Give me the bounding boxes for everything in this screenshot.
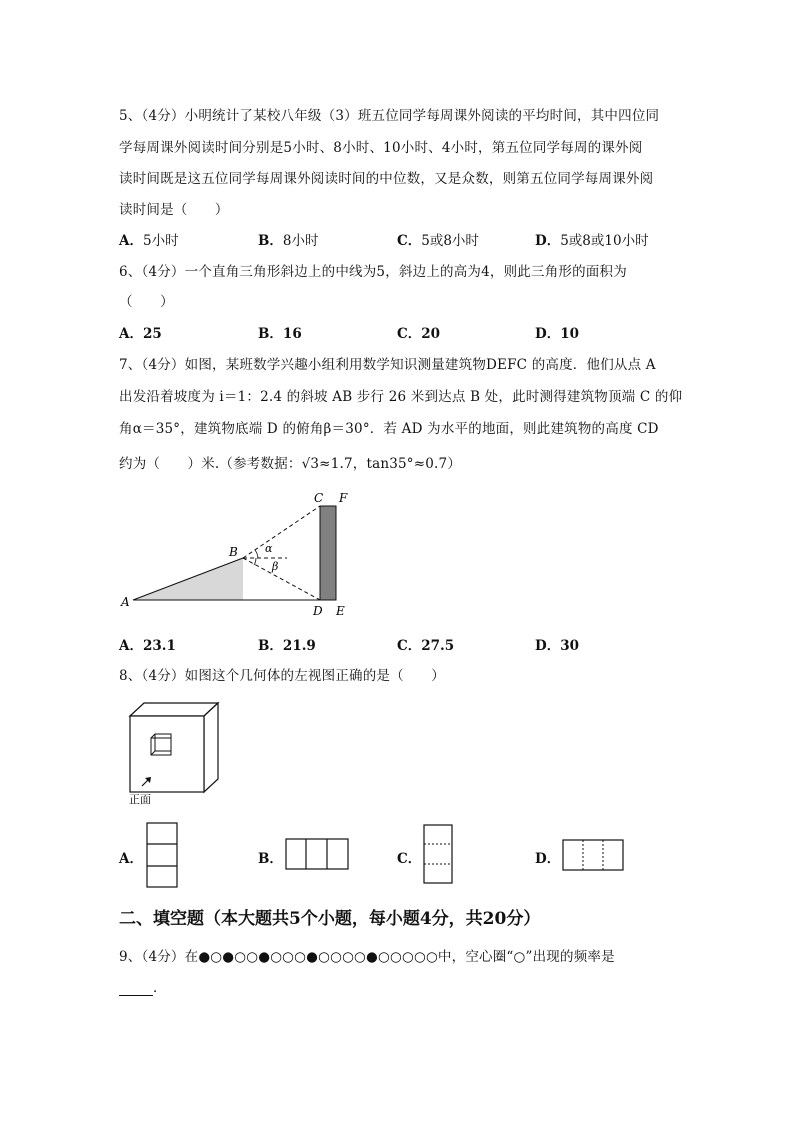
q8-line-1: 8、（4分）如图这个几何体的左视图正确的是（ ）: [119, 668, 445, 684]
q7-option-d[interactable]: D．30: [535, 638, 580, 654]
q8-option-a[interactable]: A．: [119, 851, 143, 867]
q7-line-1: 7、（4分）如图，某班数学兴趣小组利用数学知识测量建筑物DEFC 的高度．他们从点 A: [119, 357, 656, 373]
building-defc: [320, 506, 336, 600]
q6-option-a[interactable]: A．25: [119, 326, 162, 342]
alpha-arc: [255, 550, 258, 558]
q8-option-b[interactable]: B．: [258, 851, 283, 867]
q8-option-d-view[interactable]: [562, 839, 626, 873]
q7-option-b[interactable]: B．21.9: [258, 638, 316, 654]
label-beta: β: [272, 560, 279, 573]
label-c: C: [314, 491, 324, 505]
q9-answer-line: ．: [119, 976, 167, 996]
q7-slope-figure: [115, 488, 365, 623]
label-a: A: [121, 595, 130, 609]
beta-arc: [254, 558, 256, 565]
q8-option-a-view[interactable]: [146, 822, 180, 890]
q7-line-3: 角α＝35°，建筑物底端 D 的俯角β＝30°．若 AD 为水平的地面，则此建筑物的高度 CD: [119, 421, 659, 437]
q5-option-d[interactable]: D．5或8或10小时: [535, 233, 649, 249]
q7-option-c[interactable]: C．27.5: [397, 638, 455, 654]
label-f: F: [339, 491, 348, 505]
q7-line-2: 出发沿着坡度为 i＝1：2.4 的斜坡 AB 步行 26 米到达点 B 处，此时测得建筑物顶端 C 的仰: [119, 389, 683, 405]
q7-option-a[interactable]: A．23.1: [119, 638, 176, 654]
q6-option-d[interactable]: D．10: [535, 326, 580, 342]
q8-option-c-view[interactable]: [423, 824, 455, 886]
q8-option-c[interactable]: C．: [397, 851, 422, 867]
q5-line-3: 读时间既是这五位同学每周课外阅读时间的中位数，又是众数，则第五位同学每周课外阅: [119, 171, 654, 187]
sightline-bc: [243, 506, 320, 558]
q5-option-a[interactable]: A．5小时: [119, 233, 179, 249]
q5-line-1: 5、（4分）小明统计了某校八年级（3）班五位同学每周课外阅读的平均时间，其中四位同: [119, 108, 660, 124]
label-b: B: [229, 545, 238, 559]
q5-option-b[interactable]: B．8小时: [258, 233, 319, 249]
label-alpha: α: [265, 542, 273, 555]
label-e: E: [336, 604, 345, 618]
front-view-label: 正面: [129, 793, 151, 806]
q5-line-4: 读时间是（ ）: [119, 202, 229, 218]
q6-option-c[interactable]: C．20: [397, 326, 441, 342]
cube-top-face: [130, 703, 218, 716]
q6-line-1: 6、（4分）一个直角三角形斜边上的中线为5，斜边上的高为4，则此三角形的面积为: [119, 264, 627, 280]
q6-line-2: （ ）: [119, 294, 174, 310]
q7-line-4: 约为（ ）米.（参考数据：√3≈1.7，tan35°≈0.7）: [119, 456, 462, 472]
section-2-heading: 二、填空题（本大题共5个小题，每小题4分，共20分）: [119, 909, 541, 929]
cube-side-face: [204, 703, 218, 792]
q8-option-d[interactable]: D．: [535, 851, 561, 867]
label-d: D: [313, 604, 323, 618]
q8-cube-figure: [126, 700, 226, 806]
q8-option-b-view[interactable]: [285, 838, 351, 872]
q6-option-b[interactable]: B．16: [258, 326, 302, 342]
q5-option-c[interactable]: C．5或8小时: [397, 233, 479, 249]
q9-answer-blank[interactable]: [119, 981, 153, 996]
q5-line-2: 学每周课外阅读时间分别是5小时、8小时、10小时、4小时，第五位同学每周的课外阅: [119, 140, 643, 156]
q9-line-1: 9、（4分）在●○●○○●○○○●○○○○●○○○○○中，空心圈“○”出现的频率是: [119, 949, 615, 965]
